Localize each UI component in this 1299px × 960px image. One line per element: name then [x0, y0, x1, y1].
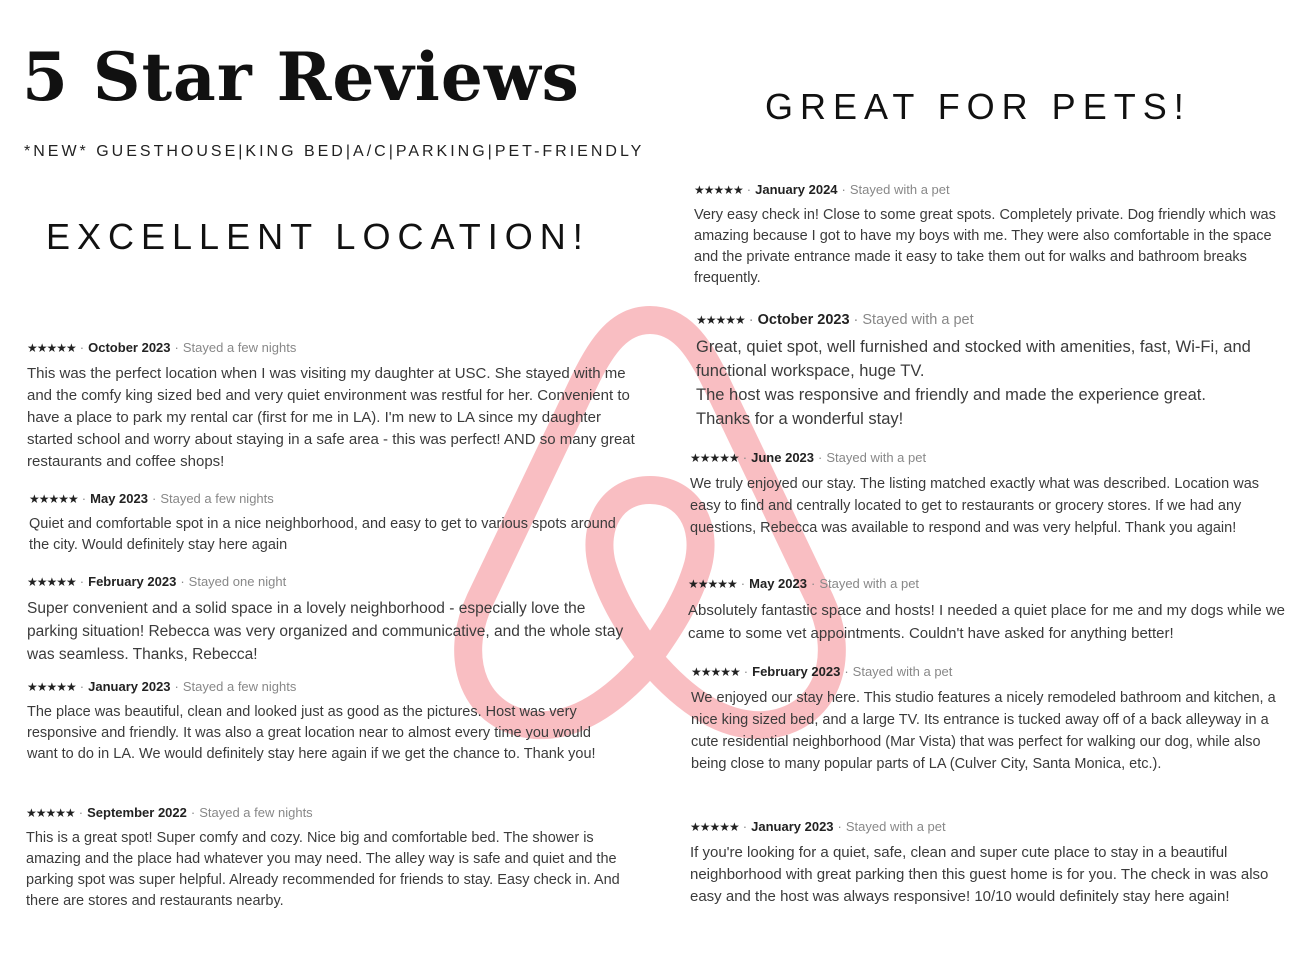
- review-text: Quiet and comfortable spot in a nice neighborhood, and easy to get to various spots around the city. Would definitely stay here again: [29, 516, 616, 553]
- review-meta: ★★★★★ · February 2023 · Stayed with a pet: [691, 664, 953, 679]
- stay-type: Stayed a few nights: [182, 340, 297, 355]
- stay-type: Stayed with a pet: [849, 182, 950, 197]
- star-rating-icon: ★★★★★: [26, 806, 75, 820]
- page-title: 5 Star Reviews: [22, 38, 580, 116]
- review-date: May 2023: [90, 491, 148, 506]
- review-date: October 2023: [757, 312, 850, 328]
- excellent-location-heading: EXCELLENT LOCATION!: [46, 216, 590, 257]
- review-text: If you're looking for a quiet, safe, clean and super cute place to stay in a beautiful neighborhood with great parking then this guest home is for you. The check in was also easy and the host was always responsive! 10/10 would definitely stay here again!: [690, 844, 1269, 905]
- stay-type: Stayed with a pet: [862, 312, 974, 328]
- review-text: This is a great spot! Super comfy and cozy. Nice big and comfortable bed. The shower is amazing and the place had whatever you may need. The alley way is safe and quiet and the parking spot was super helpful. Already recommended for friends to stay. Easy check in. And there are stores and restaurants nearby.: [26, 830, 620, 909]
- review-text: We truly enjoyed our stay. The listing matched exactly what was described. Location was easy to find and centrally located to get to restaurants or grocery stores. If we had any questions, Rebecca was available to respond and was very helpful. Thank you again!: [690, 476, 1260, 536]
- review-meta: ★★★★★ · May 2023 · Stayed with a pet: [688, 576, 920, 591]
- review-card: [690, 819, 1294, 908]
- review-card: [26, 805, 626, 912]
- review-text: Absolutely fantastic space and hosts! I needed a quiet place for me and my dogs while we came to some vet appointments. Couldn't have asked for anything better!: [688, 602, 1286, 642]
- review-date: September 2022: [87, 805, 187, 820]
- review-date: January 2023: [751, 819, 834, 834]
- star-rating-icon: ★★★★★: [690, 820, 739, 834]
- review-meta: ★★★★★ · January 2024 · Stayed with a pet: [694, 182, 950, 197]
- review-card: [29, 491, 629, 556]
- review-text: Super convenient and a solid space in a lovely neighborhood - especially love the parking situation! Rebecca was very organized and communicative, and the whole stay was seamless. Thanks, Rebecca!: [27, 600, 624, 663]
- star-rating-icon: ★★★★★: [27, 341, 76, 355]
- review-card: [696, 312, 1291, 431]
- star-rating-icon: ★★★★★: [694, 183, 743, 197]
- review-text: Very easy check in! Close to some great spots. Completely private. Dog friendly which was amazing because I got to have my boys with me. They were also comfortable in the space and the private entrance made it easy to take them out for walks and bathroom breaks frequently.: [694, 207, 1276, 286]
- review-meta: ★★★★★ · October 2023 · Stayed a few nights: [27, 340, 297, 355]
- stay-type: Stayed one night: [188, 574, 287, 589]
- stay-type: Stayed a few nights: [182, 679, 297, 694]
- stay-type: Stayed a few nights: [199, 805, 313, 820]
- review-text: We enjoyed our stay here. This studio features a nicely remodeled bathroom and kitchen, a nice king sized bed, and a large TV. Its entrance is tucked away off of a back alleyway in a cute residential neighborhood (Mar Vista) that was perfect for walking our dog, while also being close to many popular parts of LA (Culver City, Santa Monica, etc.).: [691, 690, 1276, 772]
- stay-type: Stayed with a pet: [845, 819, 946, 834]
- review-card: [694, 182, 1279, 289]
- stay-type: Stayed a few nights: [160, 491, 274, 506]
- review-card: [690, 450, 1290, 539]
- review-meta: ★★★★★ · January 2023 · Stayed with a pet: [690, 819, 946, 834]
- stay-type: Stayed with a pet: [852, 664, 953, 679]
- stay-type: Stayed with a pet: [819, 576, 920, 591]
- review-date: June 2023: [751, 450, 815, 465]
- review-card: [688, 576, 1294, 645]
- review-meta: ★★★★★ · January 2023 · Stayed a few nights: [27, 679, 297, 694]
- review-card: [691, 664, 1294, 775]
- star-rating-icon: ★★★★★: [691, 665, 740, 679]
- stay-type: Stayed with a pet: [826, 450, 927, 465]
- review-date: October 2023: [88, 340, 171, 355]
- review-date: February 2023: [88, 574, 177, 589]
- review-date: May 2023: [749, 576, 807, 591]
- review-meta: ★★★★★ · May 2023 · Stayed a few nights: [29, 491, 274, 506]
- review-date: January 2024: [755, 182, 838, 197]
- review-date: February 2023: [752, 664, 841, 679]
- review-meta: ★★★★★ · February 2023 · Stayed one night: [27, 574, 287, 589]
- review-card: [27, 574, 637, 666]
- review-date: January 2023: [88, 679, 171, 694]
- star-rating-icon: ★★★★★: [29, 492, 78, 506]
- review-text: Great, quiet spot, well furnished and stocked with amenities, fast, Wi-Fi, and functional workspace, huge TV. The host was responsive and friendly and made the experience great. Thanks for a wonderful stay!: [696, 338, 1251, 428]
- review-card: [27, 679, 617, 765]
- review-text: This was the perfect location when I was visiting my daughter at USC. She stayed with me and the comfy king sized bed and very quiet environment was restful for her. Convenient to have a place to park my rental car (first for me in LA). I'm new to LA since my daughter started school and worry about staying in a safe area - this was perfect! AND so many great restaurants and coffee shops!: [27, 365, 635, 470]
- star-rating-icon: ★★★★★: [690, 451, 739, 465]
- review-text: The place was beautiful, clean and looked just as good as the pictures. Host was very responsive and friendly. It was also a great location near to almost every time you would want to do in LA. We would definitely stay here again if we get the chance to. Thank you!: [27, 704, 596, 762]
- review-card: [27, 340, 637, 473]
- star-rating-icon: ★★★★★: [696, 313, 745, 327]
- review-meta: ★★★★★ · June 2023 · Stayed with a pet: [690, 450, 927, 465]
- review-meta: ★★★★★ · September 2022 · Stayed a few nights: [26, 805, 313, 820]
- star-rating-icon: ★★★★★: [27, 680, 76, 694]
- great-for-pets-heading: GREAT FOR PETS!: [765, 86, 1191, 127]
- review-meta: ★★★★★ · October 2023 · Stayed with a pet: [696, 312, 974, 328]
- listing-subtitle: *NEW* GUESTHOUSE|KING BED|A/C|PARKING|PET-FRIENDLY: [24, 143, 645, 160]
- star-rating-icon: ★★★★★: [27, 575, 76, 589]
- star-rating-icon: ★★★★★: [688, 577, 737, 591]
